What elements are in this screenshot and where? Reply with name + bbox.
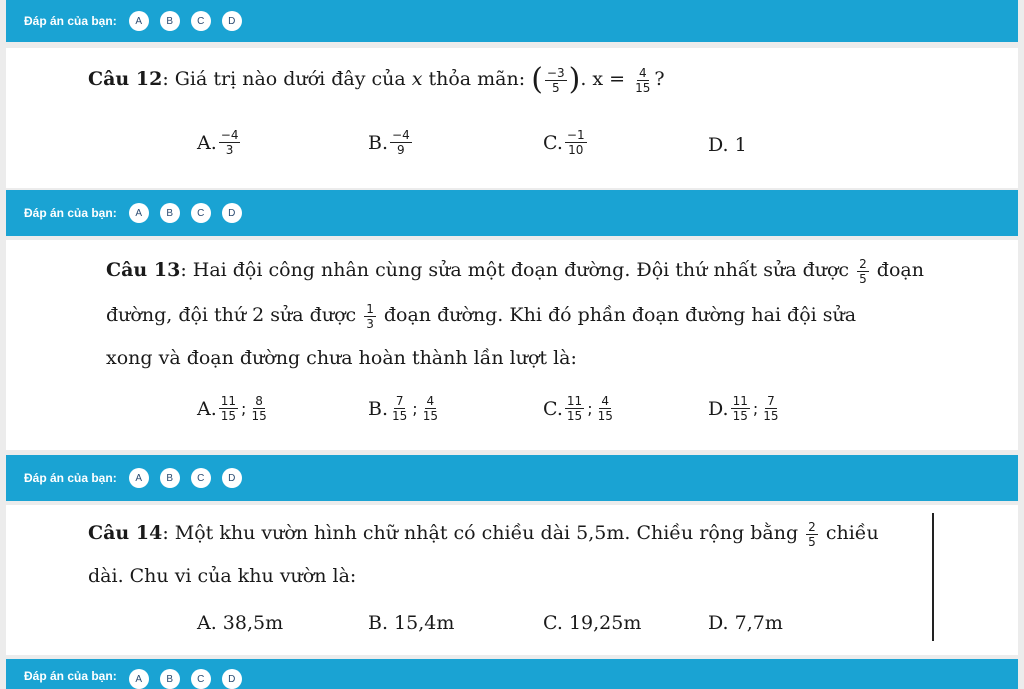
answer-bar-1 — [6, 0, 1018, 42]
fraction: $\frac{2}{5}$ — [859, 256, 867, 286]
fraction: $\frac{1}{3}$ — [366, 301, 374, 331]
question-14-line-2: dài. Chu vi của khu vườn là: — [88, 565, 357, 587]
answer-label: Đáp án của bạn: — [24, 206, 117, 220]
q12-option-b[interactable]: B. $\frac{-4}{9}$ — [368, 128, 410, 157]
option-d-button[interactable]: D — [222, 468, 242, 488]
q12-option-d[interactable]: D. 1 — [708, 134, 747, 156]
option-d-button[interactable]: D — [222, 11, 242, 31]
q13-option-c[interactable]: C. $\frac{11}{15}$ ; $\frac{4}{15}$ — [543, 394, 613, 423]
question-13-title: Câu 13 — [106, 259, 181, 281]
fraction: $\frac{2}{5}$ — [808, 519, 816, 549]
answer-label: Đáp án của bạn: — [24, 14, 117, 28]
option-b-button[interactable]: B — [160, 468, 180, 488]
question-12-title: Câu 12 — [88, 68, 163, 90]
option-d-button[interactable]: D — [222, 669, 242, 689]
q12-option-c[interactable]: C. $\frac{-1}{10}$ — [543, 128, 585, 157]
option-a-button[interactable]: A — [129, 468, 149, 488]
option-b-button[interactable]: B — [160, 669, 180, 689]
option-c-button[interactable]: C — [191, 468, 211, 488]
text-cursor-line — [932, 513, 934, 641]
q14-option-a[interactable]: A. 38,5m — [197, 612, 284, 634]
answer-bar-3 — [6, 455, 1018, 501]
option-a-button[interactable]: A — [129, 669, 149, 689]
question-13-line-2: đường, đội thứ 2 sửa được $\frac{1}{3}$ đoạn đường. Khi đó phần đoạn đường hai đội sửa — [106, 301, 857, 331]
q13-option-b[interactable]: B. $\frac{7}{15}$ ; $\frac{4}{15}$ — [368, 394, 438, 423]
question-14-title: Câu 14 — [88, 522, 163, 544]
q14-option-d[interactable]: D. 7,7m — [708, 612, 783, 634]
fraction: $\frac{-3}{5}$ — [546, 65, 565, 95]
q12-option-a[interactable]: A. $\frac{-4}{3}$ — [197, 128, 239, 157]
q13-option-a[interactable]: A. $\frac{11}{15}$ ; $\frac{8}{15}$ — [197, 394, 267, 423]
q14-option-c[interactable]: C. 19,25m — [543, 612, 642, 634]
option-c-button[interactable]: C — [191, 203, 211, 223]
question-14-line-1: Câu 14: Một khu vườn hình chữ nhật có chiều dài 5,5m. Chiều rộng bằng $\frac{2}{5}$ chiều — [88, 519, 879, 549]
question-12-text: Câu 12: Giá trị nào dưới đây của x thỏa mãn: ( $\frac{-3}{5}$ ). x = $\frac{4}{15}$ ? — [88, 62, 665, 97]
question-13-line-3: xong và đoạn đường chưa hoàn thành lần lượt là: — [106, 347, 577, 369]
option-a-button[interactable]: A — [129, 203, 149, 223]
answer-bar-2 — [6, 190, 1018, 236]
question-13-line-1: Câu 13: Hai đội công nhân cùng sửa một đoạn đường. Đội thứ nhất sửa được $\frac{2}{5}$ đoạn — [106, 256, 924, 286]
answer-label: Đáp án của bạn: — [24, 471, 117, 485]
q14-option-b[interactable]: B. 15,4m — [368, 612, 455, 634]
option-a-button[interactable]: A — [129, 11, 149, 31]
fraction: $\frac{4}{15}$ — [635, 65, 651, 95]
option-c-button[interactable]: C — [191, 11, 211, 31]
answer-bar-4 — [6, 659, 1018, 689]
answer-label: Đáp án của bạn: — [24, 669, 117, 683]
option-b-button[interactable]: B — [160, 203, 180, 223]
option-b-button[interactable]: B — [160, 11, 180, 31]
option-d-button[interactable]: D — [222, 203, 242, 223]
option-c-button[interactable]: C — [191, 669, 211, 689]
q13-option-d[interactable]: D. $\frac{11}{15}$ ; $\frac{7}{15}$ — [708, 394, 779, 423]
